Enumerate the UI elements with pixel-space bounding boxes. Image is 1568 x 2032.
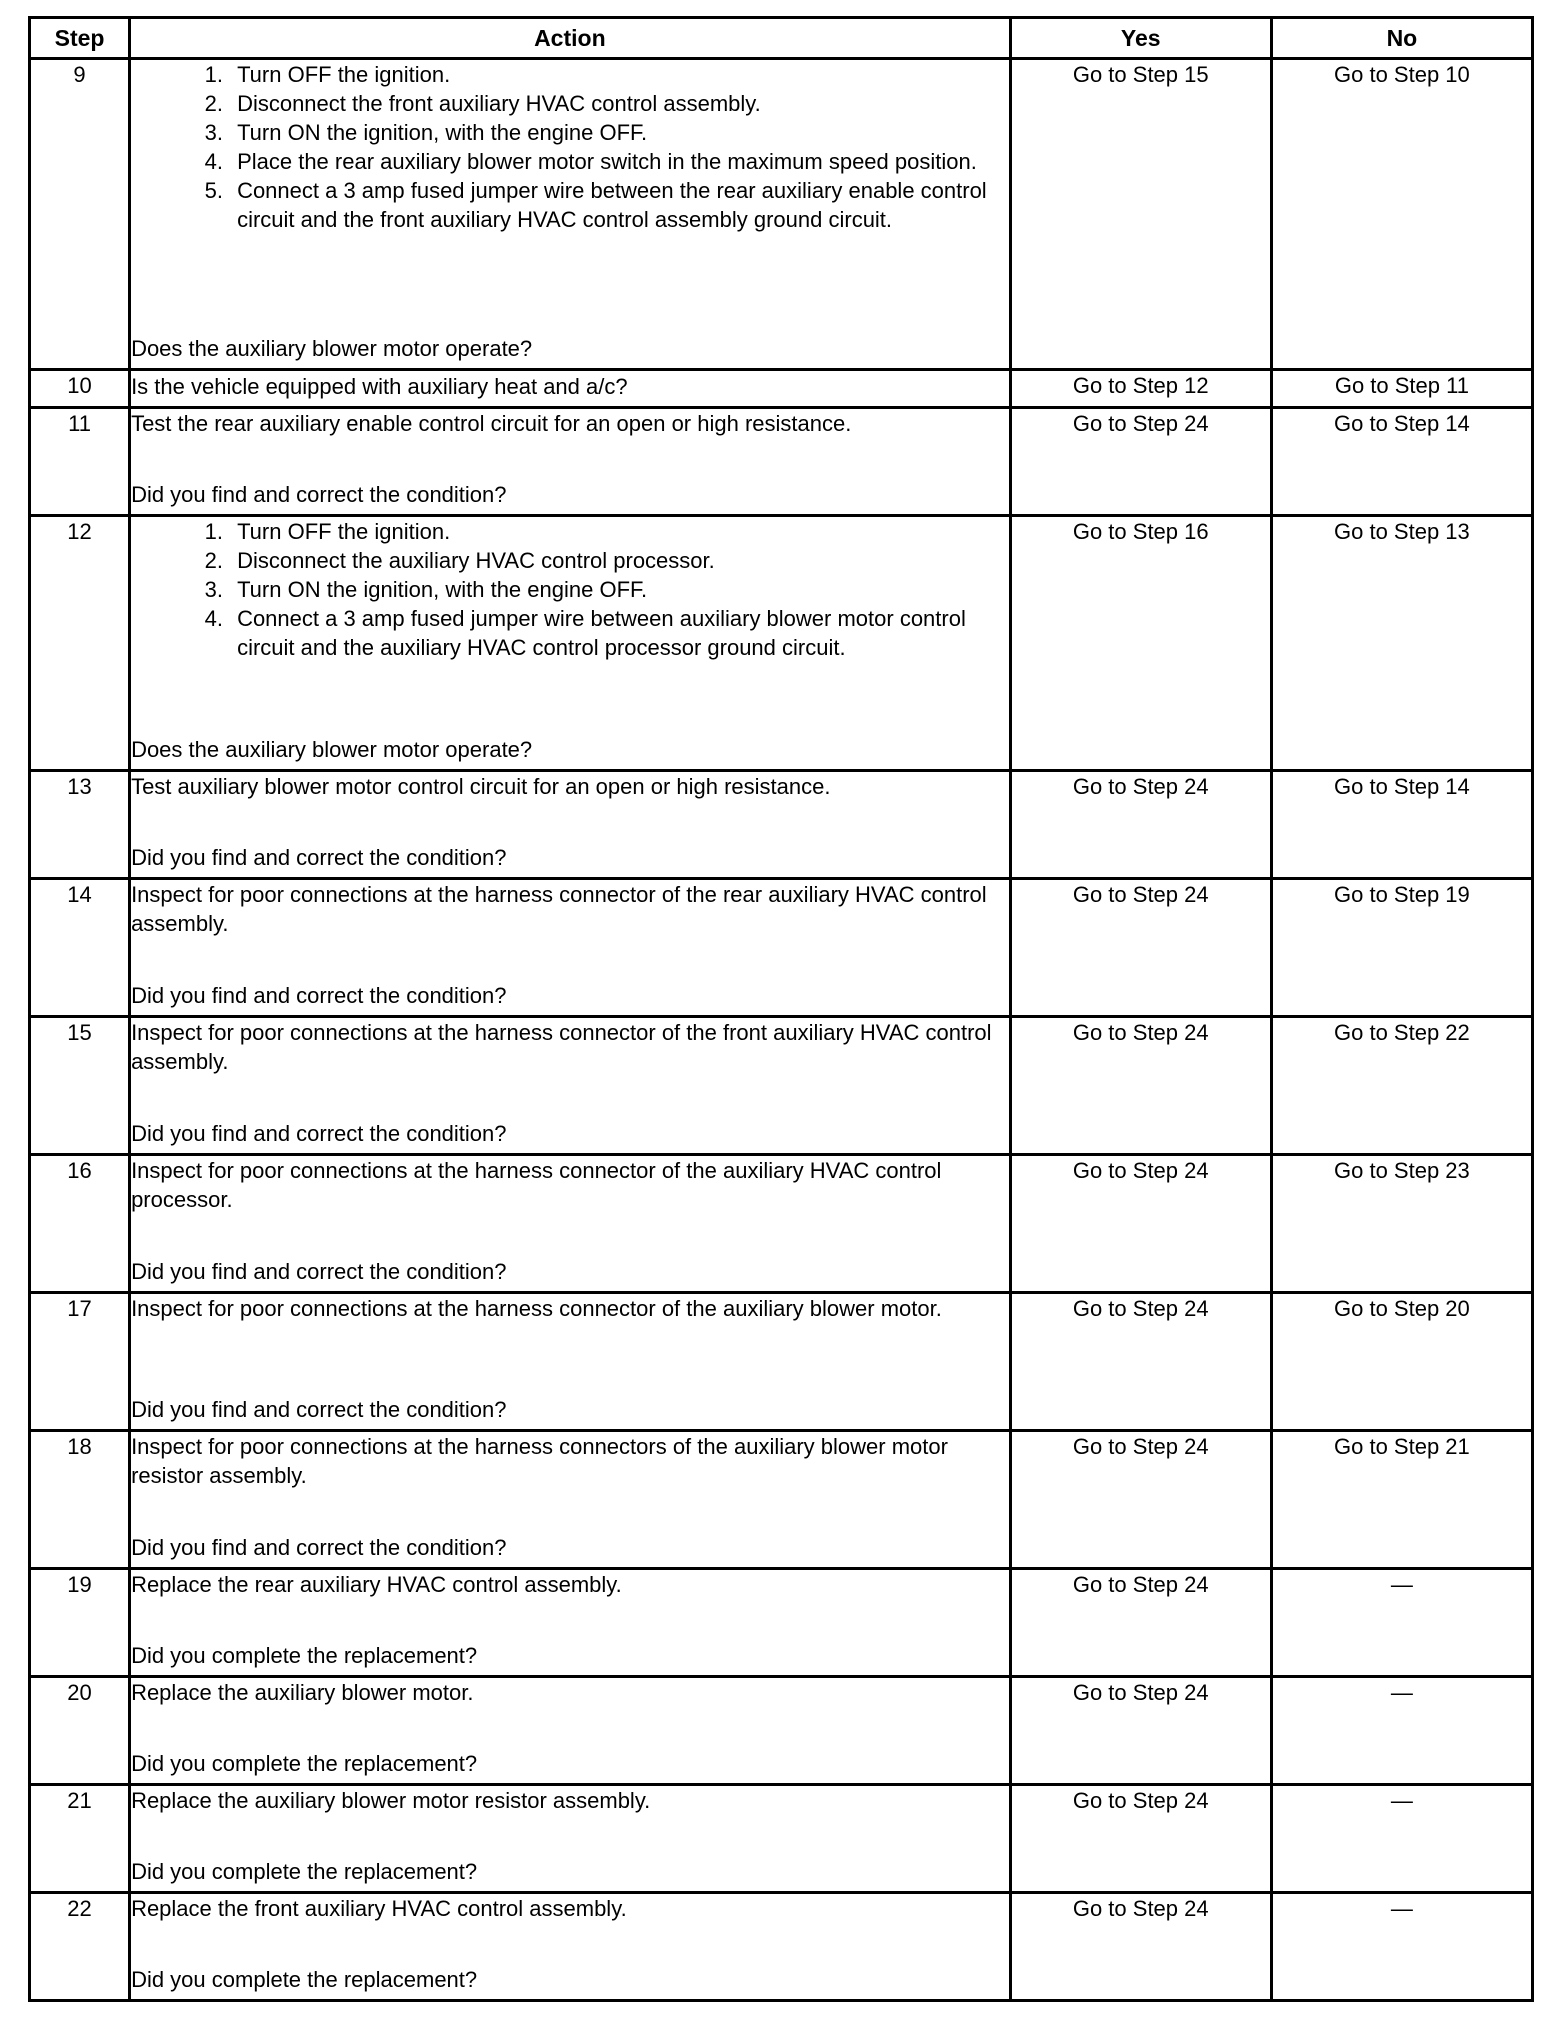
step-number: 16 xyxy=(30,1155,130,1293)
procedure-list-item: 4. Place the rear auxiliary blower motor switch in the maximum speed position. xyxy=(229,147,1009,176)
action-question: Did you complete the replacement? xyxy=(131,1751,478,1776)
table-row xyxy=(30,1293,1533,1431)
no-result: Go to Step 20 xyxy=(1271,1293,1532,1431)
action-instructions xyxy=(131,1294,1009,1323)
yes-result: Go to Step 16 xyxy=(1010,516,1271,771)
action-question: Did you find and correct the condition? xyxy=(131,1535,507,1560)
action-question: Did you complete the replacement? xyxy=(131,1967,478,1992)
header-step: Step xyxy=(30,18,130,59)
table-row xyxy=(30,1677,1533,1785)
table-row xyxy=(30,408,1533,516)
no-result: Go to Step 14 xyxy=(1271,771,1532,879)
yes-result: Go to Step 24 xyxy=(1010,1677,1271,1785)
yes-result: Go to Step 24 xyxy=(1010,408,1271,516)
yes-result: Go to Step 24 xyxy=(1010,1017,1271,1155)
action-cell xyxy=(130,1677,1011,1785)
action-cell xyxy=(130,1569,1011,1677)
table-row xyxy=(30,370,1533,408)
diagnostic-sheet xyxy=(28,16,1534,2002)
action-content xyxy=(131,409,1009,509)
yes-result: Go to Step 24 xyxy=(1010,1431,1271,1569)
action-text: Test the rear auxiliary enable control circuit for an open or high resistance. xyxy=(131,411,852,436)
step-number: 9 xyxy=(30,59,130,370)
step-number: 19 xyxy=(30,1569,130,1677)
action-instructions xyxy=(131,1894,1009,1923)
action-instructions xyxy=(131,517,1009,662)
step-number: 17 xyxy=(30,1293,130,1431)
action-question: Does the auxiliary blower motor operate? xyxy=(131,737,533,762)
table-row xyxy=(30,1569,1533,1677)
procedure-list xyxy=(131,60,1009,234)
no-result: Go to Step 11 xyxy=(1271,370,1532,408)
yes-result: Go to Step 24 xyxy=(1010,1155,1271,1293)
step-number: 14 xyxy=(30,879,130,1017)
table-row xyxy=(30,516,1533,771)
action-cell xyxy=(130,1155,1011,1293)
procedure-list xyxy=(131,517,1009,662)
action-cell xyxy=(130,879,1011,1017)
step-number: 18 xyxy=(30,1431,130,1569)
action-content xyxy=(131,1156,1009,1286)
action-question: Did you find and correct the condition? xyxy=(131,983,507,1008)
action-instructions xyxy=(131,1156,1009,1214)
action-question: Is the vehicle equipped with auxiliary heat and a/c? xyxy=(131,374,628,399)
action-instructions xyxy=(131,409,1009,438)
diagnostic-table xyxy=(28,16,1534,2002)
table-row xyxy=(30,1431,1533,1569)
header-row xyxy=(30,18,1533,59)
step-number: 21 xyxy=(30,1785,130,1893)
no-result: — xyxy=(1271,1677,1532,1785)
action-text: Replace the rear auxiliary HVAC control assembly. xyxy=(131,1572,622,1597)
action-content xyxy=(131,1432,1009,1562)
action-content xyxy=(131,1786,1009,1886)
action-text: Test auxiliary blower motor control circuit for an open or high resistance. xyxy=(131,774,831,799)
action-text: Inspect for poor connections at the harness connectors of the auxiliary blower motor resistor assembly. xyxy=(131,1434,948,1488)
action-instructions xyxy=(131,1018,1009,1076)
action-instructions xyxy=(131,772,1009,801)
table-row xyxy=(30,59,1533,370)
table-body xyxy=(30,59,1533,2001)
action-content xyxy=(131,1570,1009,1670)
table-row xyxy=(30,879,1533,1017)
yes-result: Go to Step 24 xyxy=(1010,1293,1271,1431)
no-result: Go to Step 23 xyxy=(1271,1155,1532,1293)
yes-result: Go to Step 24 xyxy=(1010,771,1271,879)
header-no: No xyxy=(1271,18,1532,59)
action-text: Replace the auxiliary blower motor. xyxy=(131,1680,474,1705)
action-question: Did you complete the replacement? xyxy=(131,1643,478,1668)
action-text: Inspect for poor connections at the harness connector of the rear auxiliary HVAC control assembly. xyxy=(131,882,987,936)
action-question: Does the auxiliary blower motor operate? xyxy=(131,336,533,361)
action-content xyxy=(131,772,1009,872)
action-cell xyxy=(130,408,1011,516)
no-result: Go to Step 10 xyxy=(1271,59,1532,370)
yes-result: Go to Step 12 xyxy=(1010,370,1271,408)
step-number: 13 xyxy=(30,771,130,879)
action-text: Replace the front auxiliary HVAC control assembly. xyxy=(131,1896,627,1921)
table-row xyxy=(30,1017,1533,1155)
no-result: Go to Step 14 xyxy=(1271,408,1532,516)
action-content xyxy=(131,1894,1009,1994)
action-instructions xyxy=(131,1678,1009,1707)
action-instructions xyxy=(131,60,1009,234)
action-cell xyxy=(130,1431,1011,1569)
action-cell xyxy=(130,1893,1011,2001)
table-row xyxy=(30,1785,1533,1893)
action-instructions xyxy=(131,1570,1009,1599)
procedure-list-item: 2. Disconnect the auxiliary HVAC control processor. xyxy=(229,546,1009,575)
header-action: Action xyxy=(130,18,1011,59)
no-result: Go to Step 22 xyxy=(1271,1017,1532,1155)
procedure-list-item: 3. Turn ON the ignition, with the engine OFF. xyxy=(229,575,1009,604)
no-result: Go to Step 21 xyxy=(1271,1431,1532,1569)
action-question: Did you find and correct the condition? xyxy=(131,1259,507,1284)
action-question: Did you find and correct the condition? xyxy=(131,1121,507,1146)
action-instructions xyxy=(131,1786,1009,1815)
action-content xyxy=(131,1294,1009,1424)
action-text: Inspect for poor connections at the harness connector of the auxiliary HVAC control processor. xyxy=(131,1158,942,1212)
procedure-list-item: 1. Turn OFF the ignition. xyxy=(229,60,1009,89)
step-number: 11 xyxy=(30,408,130,516)
step-number: 15 xyxy=(30,1017,130,1155)
procedure-list-item: 4. Connect a 3 amp fused jumper wire between auxiliary blower motor control circuit and the auxiliary HVAC control processor ground circuit. xyxy=(229,604,1009,662)
procedure-list-item: 2. Disconnect the front auxiliary HVAC control assembly. xyxy=(229,89,1009,118)
yes-result: Go to Step 15 xyxy=(1010,59,1271,370)
no-result: — xyxy=(1271,1569,1532,1677)
procedure-list-item: 3. Turn ON the ignition, with the engine OFF. xyxy=(229,118,1009,147)
action-cell xyxy=(130,1293,1011,1431)
no-result: — xyxy=(1271,1893,1532,2001)
action-content xyxy=(131,1678,1009,1778)
yes-result: Go to Step 24 xyxy=(1010,1785,1271,1893)
action-content xyxy=(131,1018,1009,1148)
action-cell xyxy=(130,59,1011,370)
action-text: Replace the auxiliary blower motor resistor assembly. xyxy=(131,1788,651,1813)
action-text: Inspect for poor connections at the harness connector of the front auxiliary HVAC control assembly. xyxy=(131,1020,992,1074)
action-question: Did you find and correct the condition? xyxy=(131,482,507,507)
procedure-list-item: 1. Turn OFF the ignition. xyxy=(229,517,1009,546)
no-result: — xyxy=(1271,1785,1532,1893)
yes-result: Go to Step 24 xyxy=(1010,1893,1271,2001)
step-number: 20 xyxy=(30,1677,130,1785)
action-question: Did you find and correct the condition? xyxy=(131,1397,507,1422)
action-content xyxy=(131,880,1009,1010)
action-content xyxy=(131,60,1009,363)
action-cell xyxy=(130,516,1011,771)
action-question: Did you complete the replacement? xyxy=(131,1859,478,1884)
action-cell xyxy=(130,771,1011,879)
action-content xyxy=(131,517,1009,764)
action-cell xyxy=(130,1785,1011,1893)
table-row xyxy=(30,1155,1533,1293)
procedure-list-item: 5. Connect a 3 amp fused jumper wire between the rear auxiliary enable control circuit and the front auxiliary HVAC control assembly ground circuit. xyxy=(229,176,1009,234)
yes-result: Go to Step 24 xyxy=(1010,879,1271,1017)
action-content xyxy=(131,371,1009,401)
no-result: Go to Step 13 xyxy=(1271,516,1532,771)
table-row xyxy=(30,1893,1533,2001)
action-question: Did you find and correct the condition? xyxy=(131,845,507,870)
action-cell xyxy=(130,370,1011,408)
yes-result: Go to Step 24 xyxy=(1010,1569,1271,1677)
table-row xyxy=(30,771,1533,879)
action-instructions xyxy=(131,1432,1009,1490)
step-number: 22 xyxy=(30,1893,130,2001)
step-number: 10 xyxy=(30,370,130,408)
action-instructions xyxy=(131,880,1009,938)
header-yes: Yes xyxy=(1010,18,1271,59)
step-number: 12 xyxy=(30,516,130,771)
action-text: Inspect for poor connections at the harness connector of the auxiliary blower motor. xyxy=(131,1296,942,1321)
no-result: Go to Step 19 xyxy=(1271,879,1532,1017)
action-cell xyxy=(130,1017,1011,1155)
